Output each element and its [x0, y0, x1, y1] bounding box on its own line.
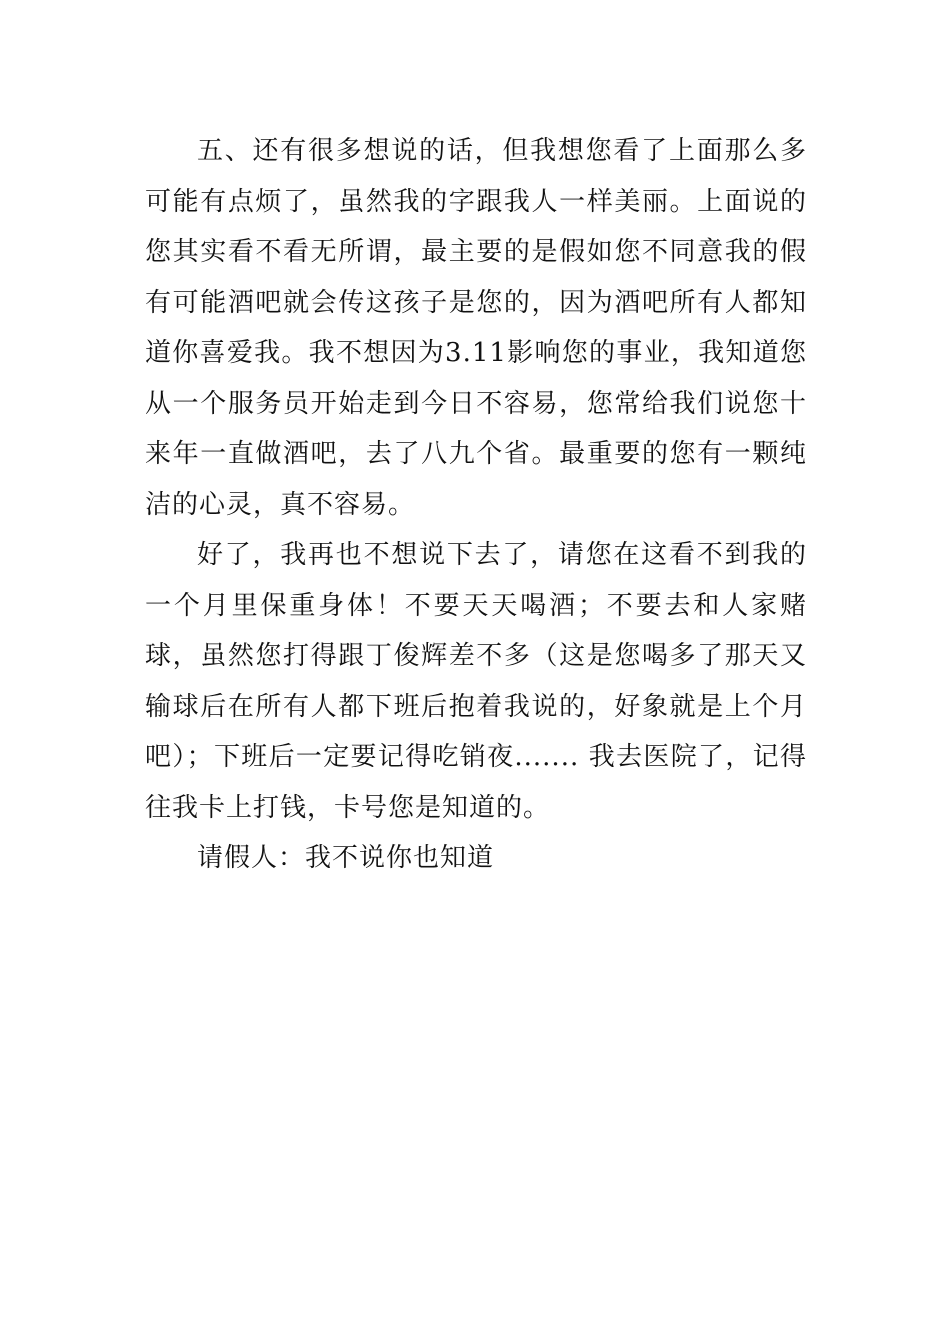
paragraph-closing: 好了，我再也不想说下去了，请您在这看不到我的一个月里保重身体！不要天天喝酒；不要去和人家赌球，虽然您打得跟丁俊辉差不多（这是您喝多了那天又输球后在所有人都下班后抱着我说的，好象就是上个月吧）；下班后一定要记得吃销夜....... 我去医院了，记得往我卡上打钱，卡号您是知道的。 — [145, 540, 807, 823]
document-page — [145, 126, 807, 884]
signature-line: 请假人：我不说你也知道 — [197, 843, 495, 873]
paragraph-five: 五、还有很多想说的话，但我想您看了上面那么多可能有点烦了，虽然我的字跟我人一样美丽。上面说的您其实看不看无所谓，最主要的是假如您不同意我的假有可能酒吧就会传这孩子是您的，因为酒吧所有人都知道你喜爱我。我不想因为3.11影响您的事业，我知道您从一个服务员开始走到今日不容易，您常给我们说您十来年一直做酒吧，去了八九个省。最重要的您有一颗纯洁的心灵，真不容易。 — [145, 136, 807, 520]
